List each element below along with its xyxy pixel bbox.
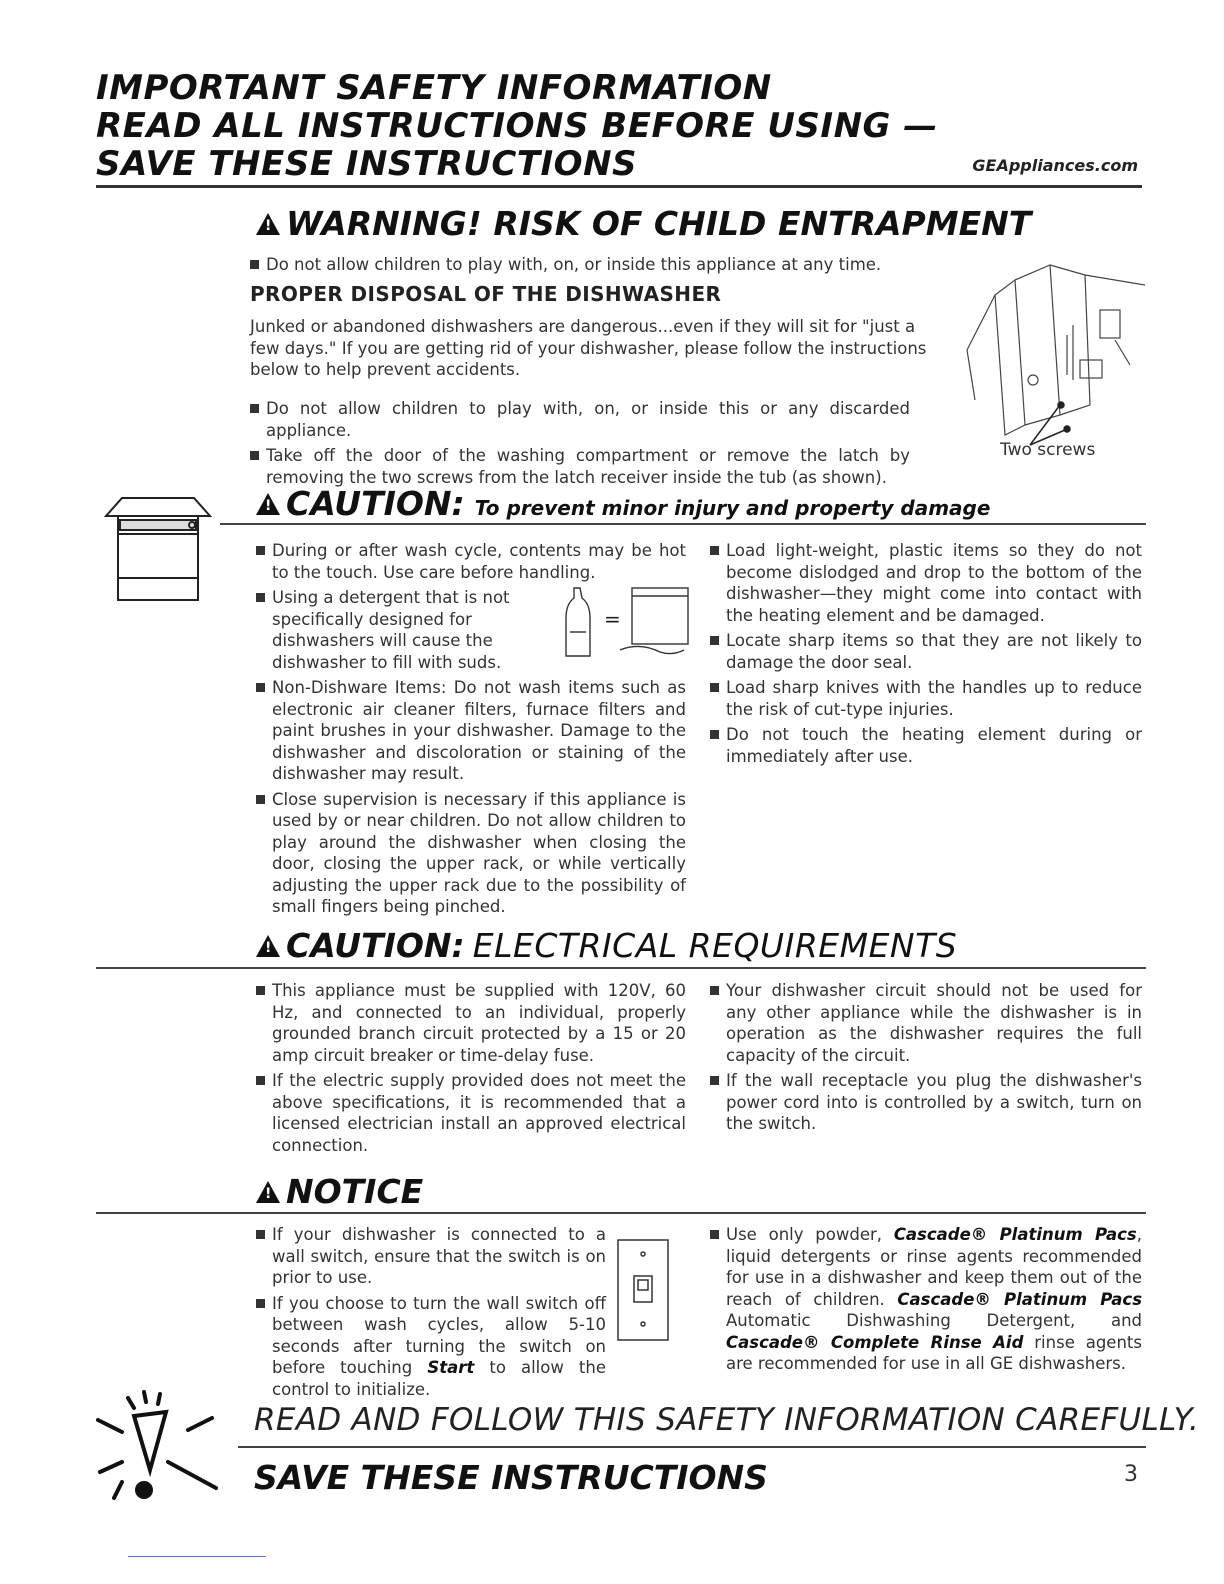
footer-read-follow: READ AND FOLLOW THIS SAFETY INFORMATION CAREFULLY. (254, 1402, 1200, 1438)
warning-bullet: Take off the door of the washing compartment or remove the latch by removing the two screws from the latch receiver inside the tub (as shown). (250, 445, 910, 488)
electrical-rule (96, 967, 1146, 969)
electrical-bullet: If the wall receptacle you plug the dishwasher's power cord into is controlled by a switch, turn on the switch. (710, 1070, 1142, 1135)
caution-bullet: Using a detergent that is not specifically designed for dishwashers will cause the dishwasher to fill with suds. (256, 587, 686, 673)
caution-label: CAUTION: (286, 926, 465, 965)
caution-bullet: Do not touch the heating element during or immediately after use. (710, 724, 1142, 767)
caution-bullet: Locate sharp items so that they are not likely to damage the door seal. (710, 630, 1142, 673)
notice-bullet: If your dishwasher is connected to a wall switch, ensure that the switch is on prior to use. (256, 1224, 606, 1289)
notice-right-column (710, 1224, 1142, 1379)
header-title-line-1: IMPORTANT SAFETY INFORMATION (96, 68, 772, 108)
caution-title (256, 484, 990, 523)
notice-text: rinse agents are recommended for use in all GE dishwashers. (726, 1332, 1142, 1373)
equals-sign: = (604, 607, 621, 631)
caution-bullet: Load sharp knives with the handles up to reduce the risk of cut-type injuries. (710, 677, 1142, 720)
notice-text: to allow the control to initialize. (272, 1358, 606, 1399)
warning-triangle-icon (256, 213, 280, 235)
caution-subtitle: To prevent minor injury and property damage (474, 496, 991, 520)
header-title-line-2: READ ALL INSTRUCTIONS BEFORE USING — (96, 106, 938, 146)
caution-right-column (710, 540, 1142, 771)
cascade-platinum-emphasis: Cascade® Platinum Pacs (893, 1225, 1137, 1244)
caution-bullet: Load light-weight, plastic items so they do not become dislodged and drop to the bottom of the dishwasher—they might come into contact with the heating element and be damaged. (710, 540, 1142, 626)
electrical-bullet: Your dishwasher circuit should not be used for any other appliance while the dishwasher is in operation as the dishwasher requires the full capacity of the circuit. (710, 980, 1142, 1066)
notice-rule (96, 1212, 1146, 1214)
caution-bullet: Close supervision is necessary if this appliance is used by or near children. Do not allow children to play around the dishwasher when closing the door, closing the upper rack, or while vertically adjusting the upper rack due to the possibility of small fingers being pinched. (256, 789, 686, 918)
notice-label: NOTICE (286, 1172, 424, 1211)
notice-bullet (710, 1224, 1142, 1375)
notice-title (256, 1172, 423, 1211)
electrical-bullet: This appliance must be supplied with 120V, 60 Hz, and connected to an individual, properly grounded branch circuit protected by a 15 or 20 amp circuit breaker or time-delay fuse. (256, 980, 686, 1066)
figure-caption: Two screws (1000, 440, 1096, 460)
caution-bullet: During or after wash cycle, contents may be hot to the touch. Use care before handling. (256, 540, 686, 583)
warning-triangle-icon (256, 935, 280, 957)
wall-switch-illustration (614, 1236, 672, 1344)
website-link[interactable]: GEAppliances.com (972, 156, 1138, 175)
cascade-rinse-emphasis: Cascade® Complete Rinse Aid (726, 1332, 1024, 1352)
cascade-platinum-emphasis: Cascade® Platinum Pacs (897, 1289, 1143, 1309)
latch-figure-illustration (955, 255, 1155, 465)
notice-text: , liquid detergents or rinse agents recommended for use in a dishwasher and keep them out of the reach of children. (726, 1225, 1142, 1309)
warning-bullet: Do not allow children to play with, on, or inside this appliance at any time. (250, 254, 950, 276)
warning-list-1 (250, 254, 950, 280)
caution-label: CAUTION: (286, 484, 465, 523)
footer-rule (238, 1446, 1146, 1448)
footnote-rule (128, 1556, 266, 1557)
page-number: 3 (1124, 1462, 1138, 1487)
notice-text: Use only powder, (726, 1225, 883, 1244)
notice-text: Automatic Dishwashing Detergent, and (726, 1311, 1142, 1330)
notice-bullet (256, 1293, 606, 1401)
electrical-right-column (710, 980, 1142, 1139)
notice-left-column (256, 1224, 606, 1404)
exclamation-alert-icon (92, 1388, 242, 1518)
disposal-subheading: PROPER DISPOSAL OF THE DISHWASHER (250, 282, 722, 306)
warning-bullet: Do not allow children to play with, on, or inside this or any discarded appliance. (250, 398, 910, 441)
warning-triangle-icon (256, 493, 280, 515)
electrical-bullet: If the electric supply provided does not meet the above specifications, it is recommended that a licensed electrician install an approved electrical connection. (256, 1070, 686, 1156)
warning-triangle-icon (256, 1181, 280, 1203)
header-rule (96, 185, 1142, 188)
notice-text: If you choose to turn the wall switch off between wash cycles, allow 5-10 seconds after turning the switch on before touching (272, 1293, 606, 1377)
warning-title-text: WARNING! RISK OF CHILD ENTRAPMENT (286, 204, 1032, 243)
header-title-line-3: SAVE THESE INSTRUCTIONS (96, 144, 638, 184)
start-emphasis: Start (427, 1358, 475, 1377)
electrical-caution-title (256, 926, 957, 965)
caution-bullet: Non-Dishware Items: Do not wash items such as electronic air cleaner filters, furnace filters and paint brushes in your dishwasher. Damage to the dishwasher and discoloration or staining of the dishwasher may result. (256, 677, 686, 785)
electrical-left-column (256, 980, 686, 1160)
footer-save-instructions: SAVE THESE INSTRUCTIONS (254, 1458, 768, 1497)
dishwasher-icon (104, 492, 212, 602)
warning-list-2 (250, 398, 910, 492)
caution-rule (220, 523, 1146, 525)
warning-title (256, 204, 1031, 243)
detergent-suds-illustration (560, 584, 692, 666)
disposal-paragraph: Junked or abandoned dishwashers are dangerous...even if they will sit for "just a few days." If you are getting rid of your dishwasher, please follow the instructions below to help prevent accidents. (250, 317, 927, 379)
electrical-subtitle: ELECTRICAL REQUIREMENTS (472, 926, 958, 965)
